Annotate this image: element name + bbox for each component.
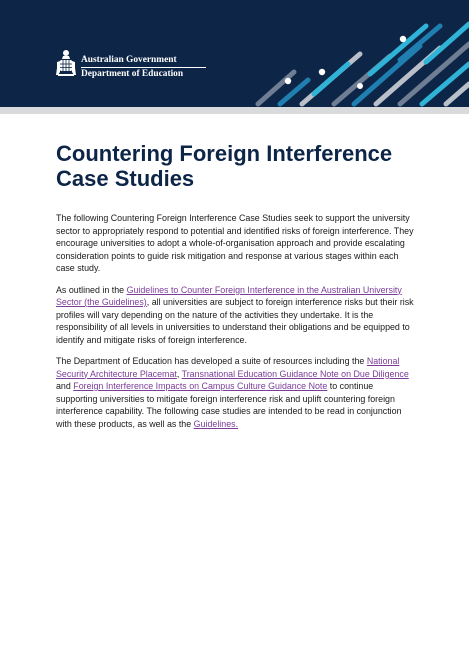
- department-name: Department of Education: [81, 69, 184, 79]
- security-architecture-placemat-link[interactable]: National Security Architecture Placemat: [56, 356, 400, 379]
- transnational-education-guidance-link[interactable]: Transnational Education Guidance Note on Due Diligence: [181, 368, 409, 379]
- government-name: Australian Government: [81, 55, 177, 65]
- logo-divider: [81, 67, 206, 68]
- resources-paragraph: [56, 355, 416, 430]
- campus-culture-guidance-link[interactable]: Foreign Interference Impacts on Campus Culture Guidance Note: [73, 381, 328, 391]
- resources-separator-2: and: [56, 381, 74, 391]
- guidelines-paragraph: [56, 284, 416, 347]
- page-title: [56, 141, 426, 191]
- decorative-stripes: [250, 0, 469, 107]
- title-line-1: Countering Foreign Interference: [56, 141, 393, 166]
- intro-paragraph: [56, 212, 416, 275]
- guidelines-body-text: , all universities are subject to foreign interference risks but their risk profiles will vary depending on the nature of the activities they undertake. It is the responsibility of all levels in universities to understand their obligations and be equipped to identify and mitigate risks of foreign interference.: [56, 297, 414, 345]
- header-divider: [0, 107, 469, 114]
- guidelines-reference-link[interactable]: Guidelines.: [193, 418, 239, 429]
- guidelines-lead-text: As outlined in the: [56, 284, 127, 295]
- title-line-2: Case Studies: [56, 166, 195, 191]
- resources-lead-text: The Department of Education has developed a suite of resources including the: [56, 356, 367, 366]
- guidelines-link[interactable]: Guidelines to Counter Foreign Interference in the Australian University Sector (the Guidelines): [56, 284, 402, 307]
- page-header: [0, 0, 469, 107]
- resources-separator-1: ,: [176, 368, 182, 379]
- resources-body-text: to continue supporting universities to mitigate foreign interference risk and uplift countering foreign interference capability. The following case studies are intended to be read in conjunction with these products, as well as the: [56, 381, 402, 429]
- intro-text: The following Countering Foreign Interference Case Studies seek to support the university sector to appropriately respond to potential and identified risks of foreign interference. They encourage universities to adopt a whole-of-organisation approach and provide escalating consideration points to guide risk mitigation and response at various stages within each case study.: [56, 213, 414, 273]
- government-logo: [56, 48, 206, 84]
- logo-wordmark: [81, 55, 206, 80]
- body-text: [56, 212, 416, 439]
